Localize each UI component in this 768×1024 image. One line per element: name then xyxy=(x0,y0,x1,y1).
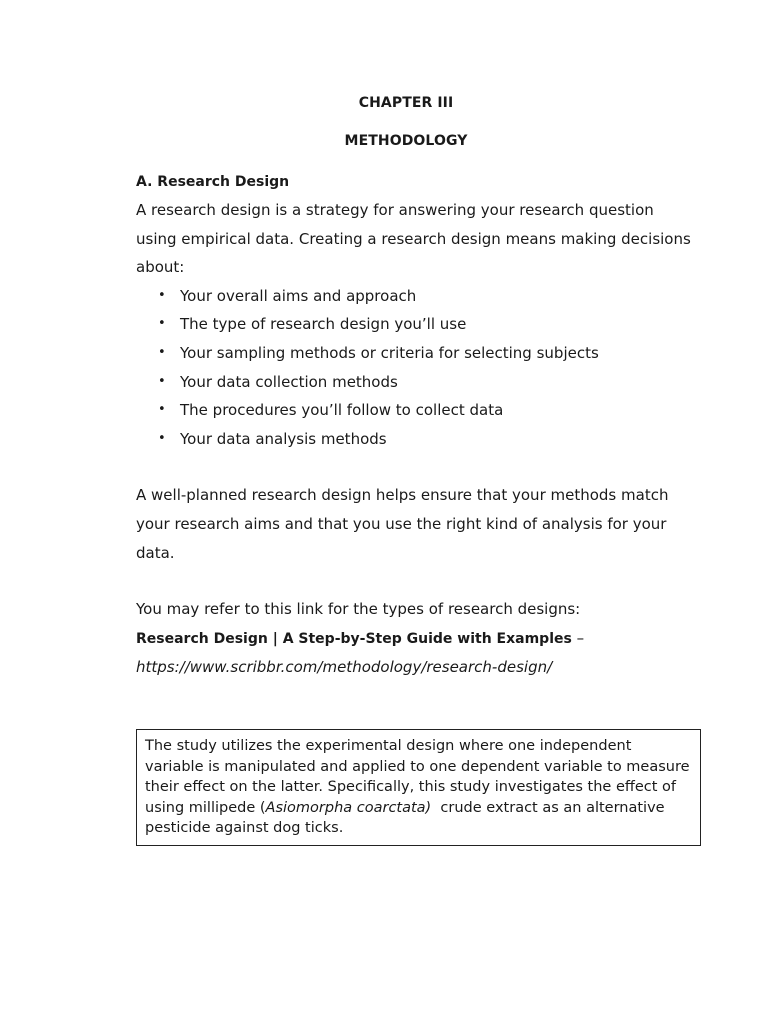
intro-paragraph: A research design is a strategy for answering your research question using empirical data. Creating a research design means making decisions about: xyxy=(136,201,691,277)
species-name: Asiomorpha coarctata) xyxy=(265,799,432,816)
main-content xyxy=(136,172,696,682)
list-item-text: Your sampling methods or criteria for selecting subjects xyxy=(180,343,599,362)
list-item xyxy=(158,425,696,454)
box-text-before: The study utilizes the experimental design where one independent variable is manipulated and applied to one dependent variable to measure their effect on the latter. Specifically, this study investigates the effect of using millipede ( xyxy=(145,738,690,816)
link-url[interactable]: https://www.scribbr.com/methodology/research-design/ xyxy=(136,658,553,677)
box-text-after: crude extract as an alternative pesticide against dog ticks. xyxy=(145,799,670,836)
section-heading: A. Research Design xyxy=(136,174,290,190)
list-item xyxy=(158,282,696,311)
link-title[interactable]: Research Design | A Step-by-Step Guide with Examples xyxy=(136,630,572,647)
list-item-text: The procedures you’ll follow to collect data xyxy=(180,401,504,420)
list-item xyxy=(158,396,696,425)
summary-paragraph: A well-planned research design helps ensure that your methods match your research aims and that you use the right kind of analysis for your data. xyxy=(136,486,669,562)
box-paragraph xyxy=(145,736,692,839)
refer-text: You may refer to this link for the types of research designs: xyxy=(136,600,581,619)
bullet-icon: • xyxy=(158,344,166,360)
list-item xyxy=(158,310,696,339)
bullet-icon: • xyxy=(158,430,166,446)
bullet-icon: • xyxy=(158,373,166,389)
bullet-list xyxy=(136,282,696,454)
bullet-icon: • xyxy=(158,287,166,303)
bullet-icon: • xyxy=(158,316,166,332)
list-item xyxy=(158,368,696,397)
spacer xyxy=(136,567,696,595)
link-line xyxy=(136,624,696,654)
spacer xyxy=(136,453,696,481)
list-item-text: Your overall aims and approach xyxy=(180,286,417,305)
list-item-text: The type of research design you’ll use xyxy=(180,315,467,334)
page-title: METHODOLOGY xyxy=(344,133,468,149)
list-item-text: Your data collection methods xyxy=(180,372,398,391)
bullet-icon: • xyxy=(158,402,166,418)
list-item xyxy=(158,339,696,368)
list-item-text: Your data analysis methods xyxy=(180,429,387,448)
study-design-box xyxy=(136,729,701,846)
chapter-heading: CHAPTER III xyxy=(358,95,454,111)
link-dash: – xyxy=(571,628,585,647)
